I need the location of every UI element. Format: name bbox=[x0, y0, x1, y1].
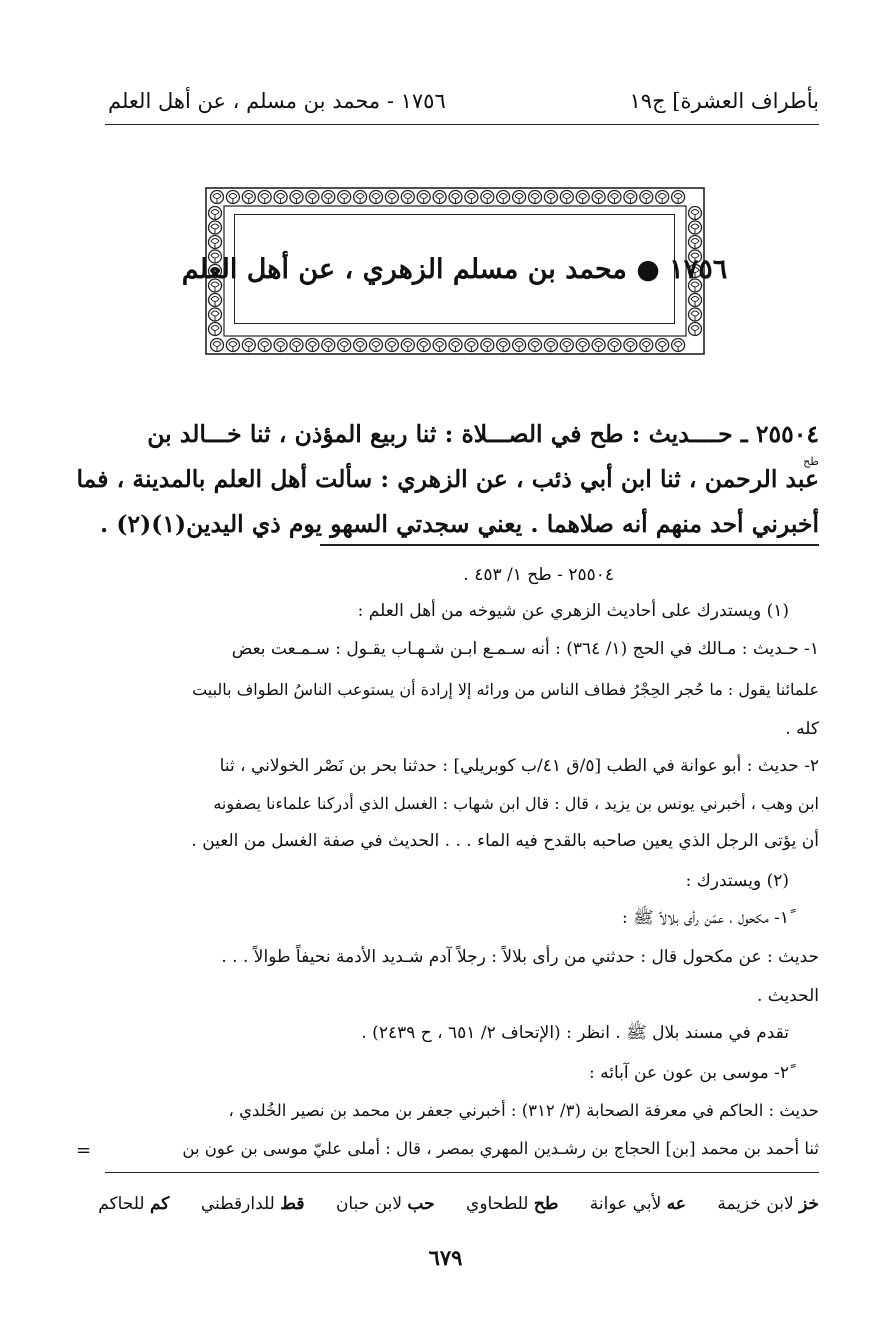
footnote-line: ١- حـديث : مـالك في الحج (١/ ٣٦٤) : أنه سـمـع ابـن شـهـاب يقـول : سـمـعت بعض bbox=[231, 639, 819, 659]
footnote-line: حديث : الحاكم في معرفة الصحابة (٣/ ٣١٢) : أخبرني جعفر بن محمد بن نصير الخُلدي ، bbox=[228, 1101, 819, 1120]
legend-item: طح للطحاوي bbox=[466, 1194, 559, 1214]
legend-item: عه لأبي عوانة bbox=[589, 1194, 686, 1214]
legend-rule bbox=[105, 1172, 819, 1173]
section-title: ١٧٥٦ ● محمد بن مسلم الزهري ، عن أهل العلم bbox=[181, 253, 728, 285]
hadith-line-1: ٢٥٥٠٤ ـ حــــديث : طح في الصـــلاة : ثنا ربيع المؤذن ، ثنا خـــالد بن bbox=[147, 420, 819, 448]
legend-item: كم للحاكم bbox=[98, 1194, 170, 1214]
footnote-line: ٢٥٥٠٤ - طح ١/ ٤٥٣ . bbox=[463, 565, 614, 585]
footnote-line: ثنا أحمد بن محمد [بن] الحجاج بن رشـدين المهري بمصر ، قال : أملى عليّ موسى بن عون بن bbox=[182, 1139, 819, 1158]
footnote-line: الحديث . bbox=[756, 986, 819, 1006]
continuation-mark: = bbox=[76, 1140, 92, 1161]
hadith-source-superscript: طح bbox=[803, 455, 819, 468]
footnote-line: كله . bbox=[785, 719, 819, 739]
hadith-line-2-text: عبد الرحمن ، ثنا ابن أبي ذئب ، عن الزهري : سألت أهل العلم بالمدينة ، فما bbox=[76, 465, 819, 493]
footnote-line: علمائنا يقول : ما حُجر الحِجْرُ فطاف الناس من ورائه إلا إرادة أن يستوعب الناسُ الطواف بالبيت bbox=[192, 680, 819, 699]
page-number: ٦٧٩ bbox=[428, 1245, 463, 1270]
footnote-line: ٢- حديث : أبو عوانة في الطب [٥/ق ٤١/ب كوبريلي] : حدثنا بحر بن نَصْر الخولاني ، ثنا bbox=[219, 756, 819, 776]
legend-item: حب لابن حبان bbox=[335, 1194, 435, 1214]
hadith-line-3: أخبرني أحد منهم أنه صلاهما . يعني سجدتي السهو يوم ذي اليدين(١)(٢) . bbox=[100, 510, 819, 538]
footnote-line: ابن وهب ، أخبرني يونس بن يزيد ، قال : قال ابن شهاب : الغسل الذي أدركنا علماءنا يصفونه bbox=[213, 794, 819, 813]
footnote-line: تقدم في مسند بلال ﷺ . انظر : (الإتحاف ٢/ ٦٥١ ، ح ٢٤٣٩) . bbox=[361, 1023, 789, 1043]
abbreviation-legend bbox=[98, 1194, 819, 1214]
legend-item: قط للدارقطني bbox=[200, 1194, 305, 1214]
running-header-left: ١٧٥٦ - محمد بن مسلم ، عن أهل العلم bbox=[108, 89, 446, 113]
legend-item: خز لابن خزيمة bbox=[717, 1194, 819, 1214]
running-header-right: بأطراف العشرة] ج١٩ bbox=[629, 89, 819, 113]
footnote-line: (٢) ويستدرك : bbox=[685, 871, 789, 891]
footnote-line: أن يؤتى الرجل الذي يعين صاحبه بالقدح فيه الماء . . . الحديث في صفة الغسل من العين . bbox=[191, 831, 819, 851]
footnotes bbox=[100, 0, 819, 1170]
footnote-line: حديث : عن مكحول قال : حدثني من رأى بلالاً : رجلاً آدم شـديد الأدمة نحيفاً طوالاً . . . bbox=[221, 947, 819, 967]
footnote-line: ٢ً- موسى بن عون عن آبائه : bbox=[589, 1063, 789, 1083]
footnote-line: ١ً- مكحول ، عمّن رأى بلالاً ﷺ : bbox=[622, 908, 789, 928]
footnote-line: (١) ويستدرك على أحاديث الزهري عن شيوخه من أهل العلم : bbox=[357, 601, 789, 621]
